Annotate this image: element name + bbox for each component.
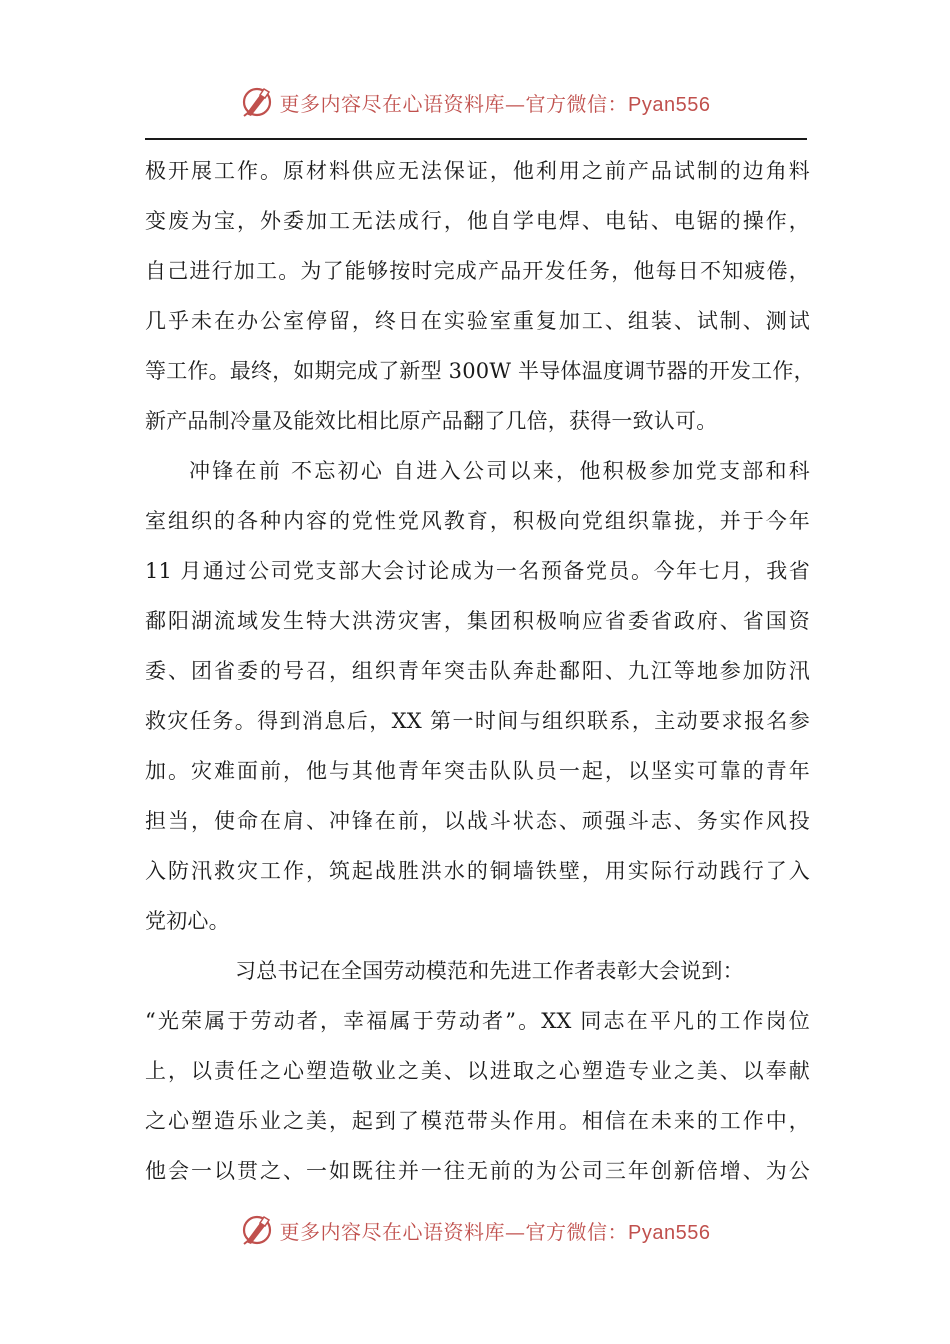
body-line: 党初心。 xyxy=(145,909,230,933)
pen-logo-icon xyxy=(240,1213,274,1247)
body-line: 变废为宝，外委加工无法成行，他自学电焊、电钻、电锯的操作， xyxy=(145,209,810,233)
document-body xyxy=(145,146,815,1196)
body-line: 等工作。最终，如期完成了新型 300W 半导体温度调节器的开发工作， xyxy=(145,359,815,383)
body-line: 担当，使命在肩、冲锋在前，以战斗状态、顽强斗志、务实作风投 xyxy=(145,809,810,833)
body-line: 11 月通过公司党支部大会讨论成为一名预备党员。今年七月，我省 xyxy=(145,559,810,583)
body-line: 上，以责任之心塑造敬业之美、以进取之心塑造专业之美、以奉献 xyxy=(145,1059,810,1083)
pen-logo-icon xyxy=(240,85,274,119)
header-divider xyxy=(145,138,807,140)
body-line: 鄱阳湖流域发生特大洪涝灾害，集团积极响应省委省政府、省国资 xyxy=(145,609,810,633)
body-line: 室组织的各种内容的党性党风教育，积极向党组织靠拢，并于今年 xyxy=(145,509,810,533)
body-line: 救灾任务。得到消息后，XX 第一时间与组织联系，主动要求报名参 xyxy=(145,709,810,733)
header-banner-text: 更多内容尽在心语资料库—官方微信：Pyan556 xyxy=(279,91,711,116)
body-line: 极开展工作。原材料供应无法保证，他利用之前产品试制的边角料 xyxy=(145,159,810,183)
body-line: “光荣属于劳动者，幸福属于劳动者”。XX 同志在平凡的工作岗位 xyxy=(145,1009,810,1033)
body-line: 之心塑造乐业之美，起到了模范带头作用。相信在未来的工作中， xyxy=(145,1109,810,1133)
header-banner xyxy=(0,82,950,122)
body-line: 冲锋在前 不忘初心 自进入公司以来，他积极参加党支部和科 xyxy=(189,459,810,483)
body-line: 新产品制冷量及能效比相比原产品翻了几倍，获得一致认可。 xyxy=(145,409,718,433)
body-line: 几乎未在办公室停留，终日在实验室重复加工、组装、试制、测试 xyxy=(145,309,810,333)
footer-banner-text: 更多内容尽在心语资料库—官方微信：Pyan556 xyxy=(279,1219,711,1244)
header-brand: Pyan556 xyxy=(628,93,711,116)
body-line: 自己进行加工。为了能够按时完成产品开发任务，他每日不知疲倦， xyxy=(145,259,810,283)
body-line: 委、团省委的号召，组织青年突击队奔赴鄱阳、九江等地参加防汛 xyxy=(145,659,810,683)
footer-banner xyxy=(0,1210,950,1250)
body-line: 习总书记在全国劳动模范和先进工作者表彰大会说到： xyxy=(235,959,744,983)
body-line: 他会一以贯之、一如既往并一往无前的为公司三年创新倍增、为公 xyxy=(145,1159,810,1183)
footer-brand: Pyan556 xyxy=(628,1221,711,1244)
body-line: 入防汛救灾工作，筑起战胜洪水的铜墙铁壁，用实际行动践行了入 xyxy=(145,859,810,883)
body-line: 加。灾难面前，他与其他青年突击队队员一起，以坚实可靠的青年 xyxy=(145,759,810,783)
